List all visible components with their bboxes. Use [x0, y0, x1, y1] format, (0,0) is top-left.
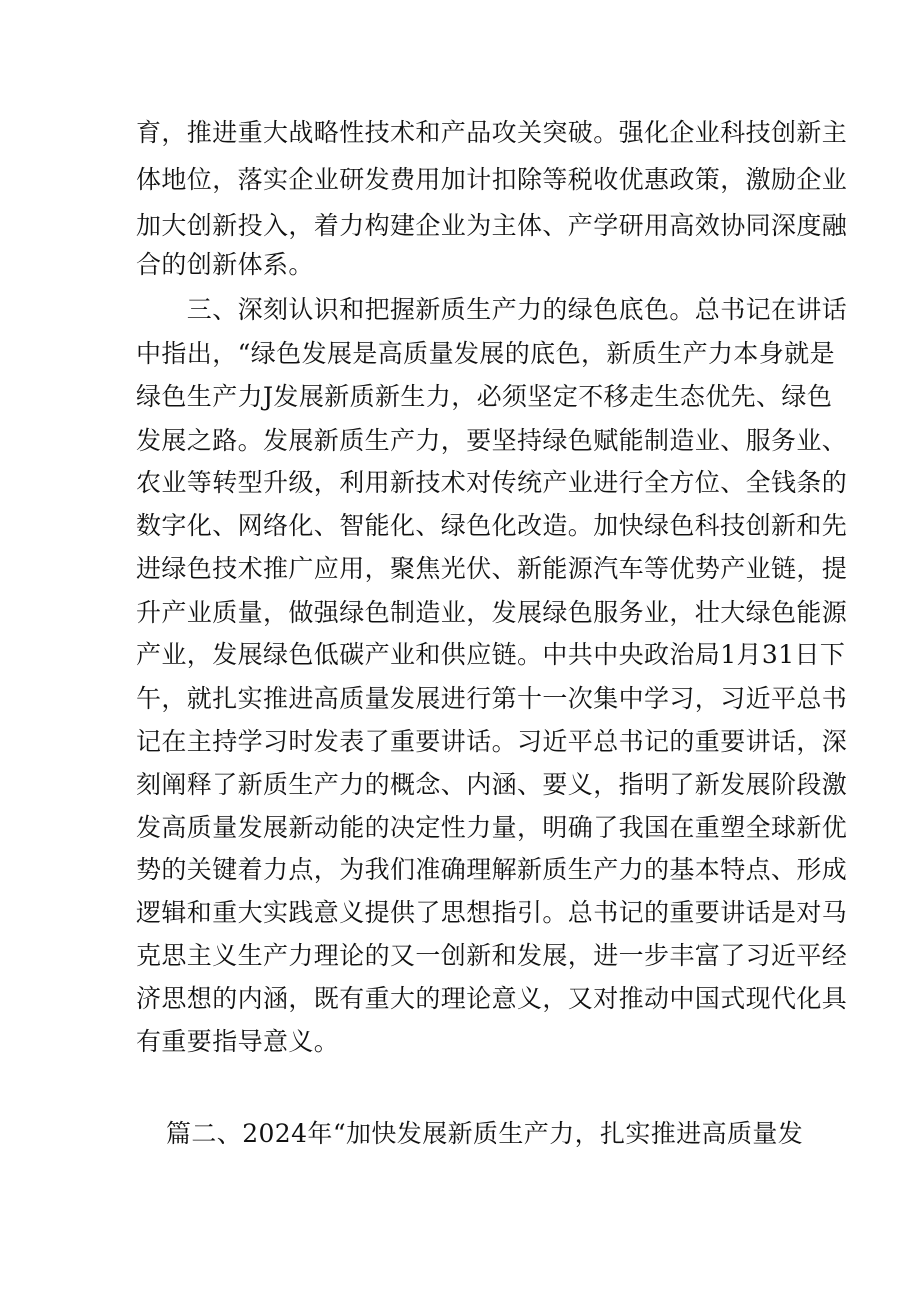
paragraph-line: 升产业质量，做强绿色制造业，发展绿色服务业，壮大绿色能源 — [136, 598, 848, 627]
paragraph-line: 午，就扎实推进高质量发展进行第十一次集中学习，习近平总书 — [136, 684, 848, 713]
paragraph-line: 逻辑和重大实践意义提供了思想指引。总书记的重要讲话是对马 — [136, 898, 848, 927]
section-heading: 篇二、2024年“加快发展新质生产力，扎实推进高质量发 — [166, 1119, 804, 1148]
paragraph-line: 发展之路。发展新质生产力，要坚持绿色赋能制造业、服务业、 — [136, 426, 848, 455]
paragraph-line: 中指出，“绿色发展是高质量发展的底色，新质生产力本身就是 — [136, 339, 835, 368]
paragraph-line: 刻阐释了新质生产力的概念、内涵、要义，指明了新发展阶段激 — [136, 770, 848, 799]
paragraph-line: 加大创新投入，着力构建企业为主体、产学研用高效协同深度融 — [136, 211, 848, 240]
paragraph-line: 发高质量发展新动能的决定性力量，明确了我国在重塑全球新优 — [136, 813, 848, 842]
paragraph-line: 克思主义生产力理论的又一创新和发展，进一步丰富了习近平经 — [136, 941, 848, 970]
paragraph-line: 合的创新体系。 — [136, 250, 314, 279]
paragraph-line: 进绿色技术推广应用，聚焦光伏、新能源汽车等优势产业链，提 — [136, 554, 848, 583]
paragraph-line: 济思想的内涵，既有重大的理论意义，又对推动中国式现代化具 — [136, 984, 848, 1013]
paragraph-line: 数字化、网络化、智能化、绿色化改造。加快绿色科技创新和先 — [136, 511, 848, 540]
paragraph-line: 有重要指导意义。 — [136, 1027, 340, 1056]
paragraph-line: 三、深刻认识和把握新质生产力的绿色底色。总书记在讲话 — [136, 295, 848, 324]
paragraph-line: 记在主持学习时发表了重要讲话。习近平总书记的重要讲话，深 — [136, 727, 848, 756]
paragraph-line: 育，推进重大战略性技术和产品攻关突破。强化企业科技创新主 — [136, 118, 848, 147]
paragraph-line: 农业等转型升级，利用新技术对传统产业进行全方位、全钱条的 — [136, 468, 848, 497]
paragraph-line: 绿色生产力J发展新质新生力，必须坚定不移走生态优先、绿色 — [136, 382, 833, 411]
paragraph-line: 产业，发展绿色低碳产业和供应链。中共中央政治局1月31日下 — [136, 640, 846, 669]
paragraph-line: 体地位，落实企业研发费用加计扣除等税收优惠政策，激励企业 — [136, 165, 848, 194]
paragraph-line: 势的关键着力点，为我们准确理解新质生产力的基本特点、形成 — [136, 855, 848, 884]
